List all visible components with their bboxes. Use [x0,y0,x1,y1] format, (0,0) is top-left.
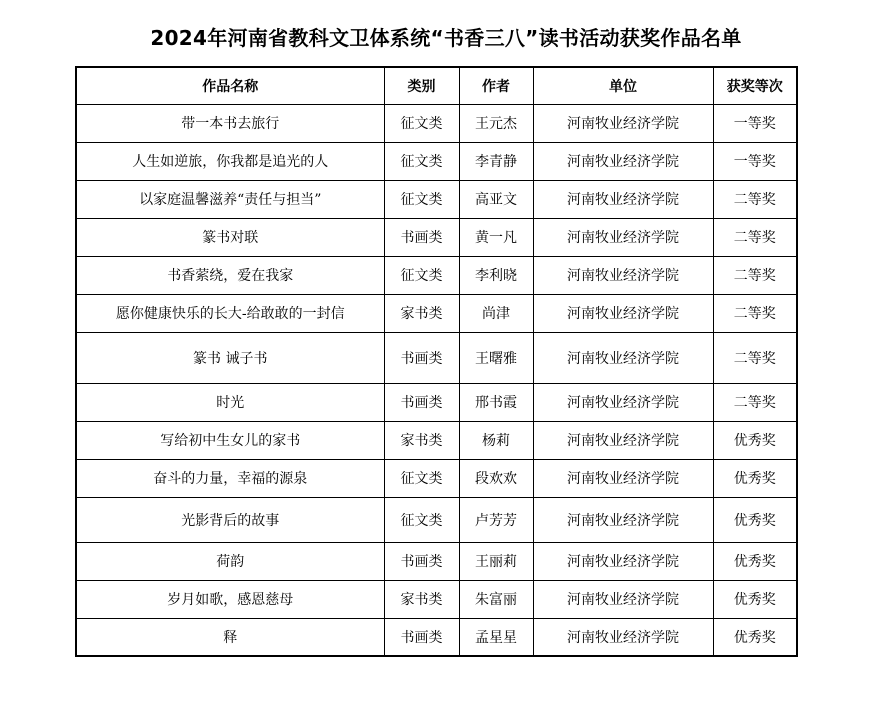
cell-organization: 河南牧业经济学院 [533,104,713,142]
table-row [76,497,797,542]
table-row [76,421,797,459]
cell-organization: 河南牧业经济学院 [533,218,713,256]
cell-award-level: 优秀奖 [713,421,797,459]
cell-category: 家书类 [384,580,459,618]
cell-author: 王元杰 [459,104,533,142]
cell-organization: 河南牧业经济学院 [533,256,713,294]
cell-organization: 河南牧业经济学院 [533,294,713,332]
cell-award-level: 优秀奖 [713,459,797,497]
cell-author: 黄一凡 [459,218,533,256]
table-row [76,459,797,497]
cell-category: 征文类 [384,459,459,497]
cell-work-title: 时光 [76,383,384,421]
cell-work-title: 释 [76,618,384,656]
cell-award-level: 二等奖 [713,256,797,294]
cell-author: 王曙雅 [459,332,533,383]
cell-organization: 河南牧业经济学院 [533,580,713,618]
cell-author: 朱富丽 [459,580,533,618]
cell-work-title: 篆书对联 [76,218,384,256]
cell-work-title: 愿你健康快乐的长大-给敢敢的一封信 [76,294,384,332]
cell-organization: 河南牧业经济学院 [533,542,713,580]
cell-category: 征文类 [384,142,459,180]
cell-author: 卢芳芳 [459,497,533,542]
cell-organization: 河南牧业经济学院 [533,332,713,383]
table-row [76,294,797,332]
cell-work-title: 奋斗的力量，幸福的源泉 [76,459,384,497]
cell-category: 征文类 [384,104,459,142]
cell-award-level: 二等奖 [713,180,797,218]
table-row [76,580,797,618]
cell-category: 书画类 [384,618,459,656]
cell-work-title: 带一本书去旅行 [76,104,384,142]
table-row [76,618,797,656]
cell-author: 段欢欢 [459,459,533,497]
cell-category: 书画类 [384,218,459,256]
cell-award-level: 优秀奖 [713,542,797,580]
cell-author: 高亚文 [459,180,533,218]
cell-work-title: 光影背后的故事 [76,497,384,542]
cell-organization: 河南牧业经济学院 [533,497,713,542]
header-work-title: 作品名称 [76,67,384,104]
cell-work-title: 人生如逆旅，你我都是追光的人 [76,142,384,180]
cell-work-title: 篆书 诫子书 [76,332,384,383]
cell-award-level: 二等奖 [713,332,797,383]
cell-organization: 河南牧业经济学院 [533,142,713,180]
cell-category: 征文类 [384,497,459,542]
cell-author: 李利晓 [459,256,533,294]
table-row [76,542,797,580]
table-row [76,218,797,256]
cell-organization: 河南牧业经济学院 [533,459,713,497]
cell-award-level: 二等奖 [713,218,797,256]
cell-category: 书画类 [384,542,459,580]
table-row [76,332,797,383]
table-row [76,383,797,421]
cell-work-title: 写给初中生女儿的家书 [76,421,384,459]
table-row [76,256,797,294]
cell-category: 书画类 [384,332,459,383]
cell-author: 尚津 [459,294,533,332]
table-header-row [76,67,797,104]
cell-award-level: 二等奖 [713,383,797,421]
table-row [76,142,797,180]
cell-organization: 河南牧业经济学院 [533,383,713,421]
award-table [75,66,798,657]
table-row [76,104,797,142]
cell-category: 书画类 [384,383,459,421]
cell-author: 孟星星 [459,618,533,656]
cell-work-title: 以家庭温馨滋养“责任与担当” [76,180,384,218]
cell-award-level: 优秀奖 [713,497,797,542]
cell-work-title: 书香萦绕，爱在我家 [76,256,384,294]
cell-author: 邢书霞 [459,383,533,421]
cell-organization: 河南牧业经济学院 [533,180,713,218]
cell-category: 家书类 [384,421,459,459]
cell-work-title: 荷韵 [76,542,384,580]
document-title: 2024年河南省教科文卫体系统“书香三八”读书活动获奖作品名单 [150,26,742,50]
header-category: 类别 [384,67,459,104]
cell-work-title: 岁月如歌，感恩慈母 [76,580,384,618]
cell-author: 王丽莉 [459,542,533,580]
cell-award-level: 优秀奖 [713,618,797,656]
cell-author: 李青静 [459,142,533,180]
table-row [76,180,797,218]
cell-category: 家书类 [384,294,459,332]
cell-organization: 河南牧业经济学院 [533,618,713,656]
cell-award-level: 二等奖 [713,294,797,332]
cell-award-level: 优秀奖 [713,580,797,618]
header-organization: 单位 [533,67,713,104]
cell-category: 征文类 [384,256,459,294]
cell-category: 征文类 [384,180,459,218]
cell-author: 杨莉 [459,421,533,459]
cell-award-level: 一等奖 [713,142,797,180]
header-award-level: 获奖等次 [713,67,797,104]
header-author: 作者 [459,67,533,104]
cell-organization: 河南牧业经济学院 [533,421,713,459]
cell-award-level: 一等奖 [713,104,797,142]
